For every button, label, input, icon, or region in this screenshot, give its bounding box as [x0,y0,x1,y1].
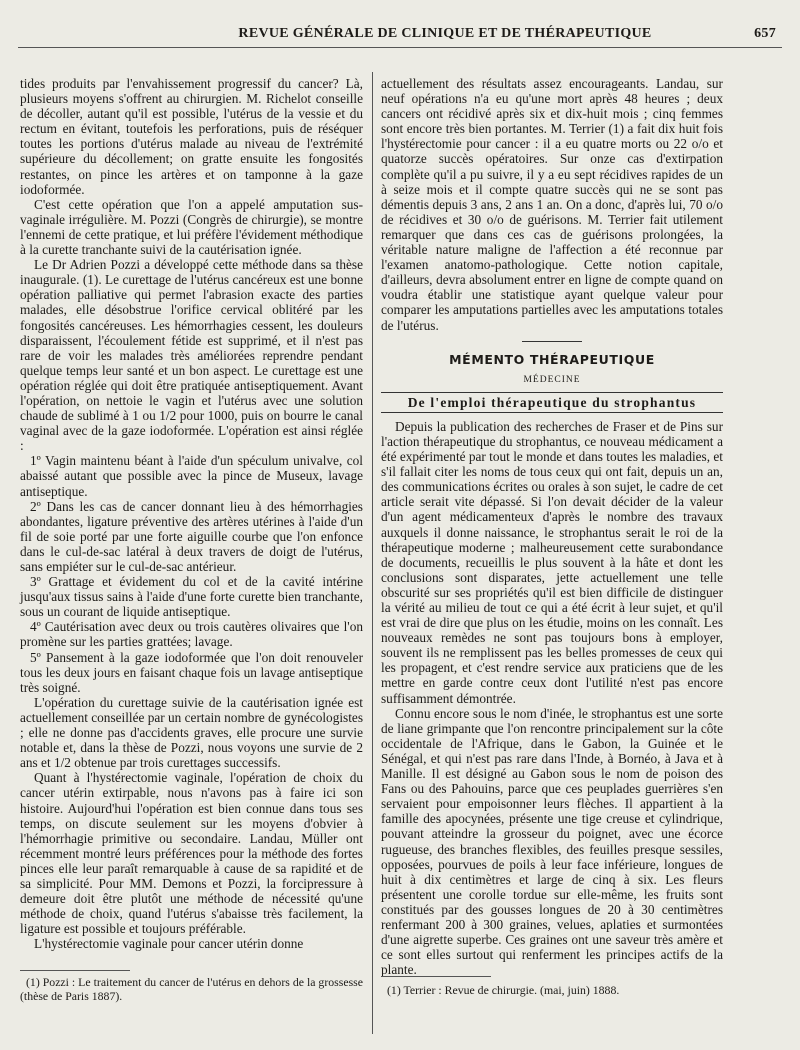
footnote-right [381,984,723,998]
running-title: REVUE GÉNÉRALE DE CLINIQUE ET DE THÉRAPEUTIQUE [238,26,652,41]
footnote-text: (1) Pozzi : Le traitement du cancer de l'utérus en dehors de la grossesse (thèse de Paris 1887). [20,975,363,1003]
list-item: 5º Pansement à la gaze iodoformée que l'on doit renouveler tous les deux jours en faisant chaque fois un lavage antiseptique très soigné. [20,649,363,695]
section-title: MÉMENTO THÉRAPEUTIQUE [449,351,655,367]
paragraph: tides produits par l'envahissement progressif du cancer? Là, plusieurs moyens s'offrent au chirurgien. M. Richelot conseille de décoller, autant qu'il est possible, l'utérus de la vessie et du rectum en évitant, toutefois les perforations, puis de réséquer toutes les portions d'utérus malade au niveau de l'extrémité supérieure du décollement; on gratte ensuite les fongosités restantes, on pince les artères et on tamponne à la gaze iodoformée. [20,76,363,197]
footnote-left [20,976,363,1003]
header-rule [18,47,782,48]
list-item: 1º Vagin maintenu béant à l'aide d'un spéculum univalve, col abaissé autant que possible avec la pince de Museux, lavage antiseptique. [20,453,363,499]
list-item: 2º Dans les cas de cancer donnant lieu à des hémorrhagies abondantes, ligature préventive des artères utérines à l'aide d'un fil de soie porté par une forte aiguille courbe que l'on enfonce dans le cul-de-sac latéral à deux travers de doigt de l'utérus, sans empiéter sur le cul-de-sac antérieur. [20,498,363,574]
paragraph: actuellement des résultats assez encourageants. Landau, sur neuf opérations n'a eu qu'une mort après 48 heures ; deux cancers ont récidivé après six et dix-huit mois ; cinq femmes sont encore très bien portantes. M. Terrier (1) a fait dix huit fois l'hystérectomie pour cancer : il a eu quatre morts ou 22 o/o et quatorze succès opératoires. Sur onze cas d'extirpation complète qu'il a pu suivre, il y a eu sept récidives rapides de un à seize mois et il compte quatre succès qui ne se sont pas démentis depuis 3 ans, 2 ans 1 an. On a donc, d'après lui, 70 o/o de récidives et 30 o/o de guérisons. M. Terrier fait utilement remarquer que dans ces cas de guérisons prolongées, la véritable nature maligne de l'affection a été reconnue par l'examen anatomo-pathologique. Cette notion capitale, d'ailleurs, devra absolument entrer en ligne de compte quand on voudra établir une statistique ayant quelque valeur pour comparer les amputations partielles avec les amputations totales de l'utérus. [381,76,723,333]
footnote-rule-right [381,976,491,977]
right-column [381,76,723,977]
list-item: 3º Grattage et évidement du col et de la cavité intérine jusqu'aux tissus sains à l'aide d'une forte curette bien tranchante, sous un courant de liquide antiseptique. [20,574,363,620]
paragraph: Connu encore sous le nom d'inée, le strophantus est une sorte de liane grimpante que l'on rencontre principalement sur la côte occidentale de l'Afrique, dans le Gabon, la Guinée et le Sénégal, et qui n'est pas rare dans l'Inde, à Bornéo, à Java et à Manille. Il est désigné au Gabon sous le nom de poison des Fans ou des Pahouins, parce que ces peuplades guerrières s'en servaient pour empoisonner leurs flèches. Il appartient à la famille des apocynées, présente une tige creuse et cylindrique, pouvant atteindre la grosseur du poignet, avec une écorce rugueuse, des branches flexibles, des feuilles presque sessiles, opposées, pourvues de poils à leur face inférieure, longues de huit à dix centimètres et large de cinq à six. Les fleurs présentent une corolle tordue sur elle-même, les fruits sont constitués par des gousses longues de 20 à 30 centimètres renfermant 200 à 300 graines, velues, aplaties et surmontées d'une aigrette superbe. Ces graines ont une saveur très amère et ce sont elles surtout qui renferment les principes actifs de la plante. [381,705,723,978]
paragraph: C'est cette opération que l'on a appelé amputation sus-vaginale irrégulière. M. Pozzi (Congrès de chirurgie), se montre l'ennemi de cette pratique, et lui préfère l'évidement méthodique à la curette tranchante suivi de la cautérisation ignée. [20,196,363,258]
paragraph: Depuis la publication des recherches de Fraser et de Pins sur l'action thérapeutique du strophantus, ce nouveau médicament a été expérimenté par tout le monde et dans toutes les maladies, et s'il fallait citer les noms de tous ceux qui ont fait, depuis un an, des communications écrites ou orales à son sujet, le cadre de cet article serait vite dépassé. Si l'on devait décider de la valeur d'un agent médicamenteux d'après le nombre des travaux auxquels il donne naissance, le strophantus serait le roi de la thérapeutique moderne ; malheureusement cette surabondance de documents, recueillis le plus souvent à la hâte et dont les conclusions sont disparates, jette actuellement une telle obscurité sur ses propriétés qu'il est bien difficile de distinguer la vérité au milieu de tout ce qui a été écrit à leur sujet, et qu'il est vrai de dire que plus on les étudie, moins on les connaît. Les nouveaux remèdes ne sont pas toujours bons à employer, souvent ils ne remplissent pas les belles promesses de ceux qui les propagent, et c'est rendre service aux praticiens que de les mettre en garde contre ceux dont l'utilité n'est pas encore suffisamment démontrée. [381,418,723,706]
column-divider [372,72,373,1034]
list-item: 4º Cautérisation avec deux ou trois cautères olivaires que l'on promène sur les parties grattées; lavage. [20,619,363,650]
left-column [20,76,363,951]
paragraph: L'opération du curettage suivie de la cautérisation ignée est actuellement conseillée par un certain nombre de gynécologistes ; elle ne donne pas d'accidents graves, elle procure une survie notable et, dans la thèse de Pozzi, nous voyons une survie de 2 ans et 1/2 obtenue par trois curettages successifs. [20,694,363,771]
page-number: 657 [754,26,776,41]
article-title: De l'emploi thérapeutique du strophantus [381,392,723,413]
footnote-rule-left [20,970,130,971]
page-header [18,26,782,48]
section-rule [522,341,582,342]
paragraph: L'hystérectomie vaginale pour cancer utérin donne [34,936,304,952]
footnote-text: (1) Terrier : Revue de chirurgie. (mai, juin) 1888. [387,983,620,997]
paragraph: Le Dr Adrien Pozzi a développé cette méthode dans sa thèse inaugurale. (1). Le curettage de l'utérus cancéreux est une bonne opération palliative qui permet l'abrasion exacte des parties malades, elle désobstrue l'orifice cervical oblitéré par les fongosités cancéreuses. Les hémorrhagies cessent, les douleurs disparaissent, l'écoulement fétide est supprimé, et il n'est pas rare de voir les malades très améliorées reprendre pendant quelque temps leur santé et un bon aspect. Le curettage est une opération réglée qui doit être pratiquée antiseptiquement. Avant l'opération, on nettoie le vagin et l'utérus avec une solution chaude de sublimé à 1 ou 1/2 pour 1000, puis on bourre le canal vaginal avec de la gaze iodoformée. L'opération est ainsi réglée : [20,257,363,454]
section-subtitle: MÉDECINE [523,374,581,385]
paragraph: Quant à l'hystérectomie vaginale, l'opération de choix du cancer utérin extirpable, nous n'avons pas à faire ici son histoire. Aujourd'hui l'opération est bien connue dans tous ses temps, on discute seulement sur les moyens d'obvier à l'hémorrhagie primitive ou secondaire. Landau, Müller ont récemment montré leurs préférences pour la méthode des fortes pinces elle leur paraît remarquable à cause de sa rapidité et de sa simplicité. Pour MM. Demons et Pozzi, la forcipressure à demeure doit être plutôt une méthode de nécessité qu'une méthode de choix, quand l'utérus s'abaisse très facilement, la ligature est possible et toujours préférable. [20,770,363,937]
